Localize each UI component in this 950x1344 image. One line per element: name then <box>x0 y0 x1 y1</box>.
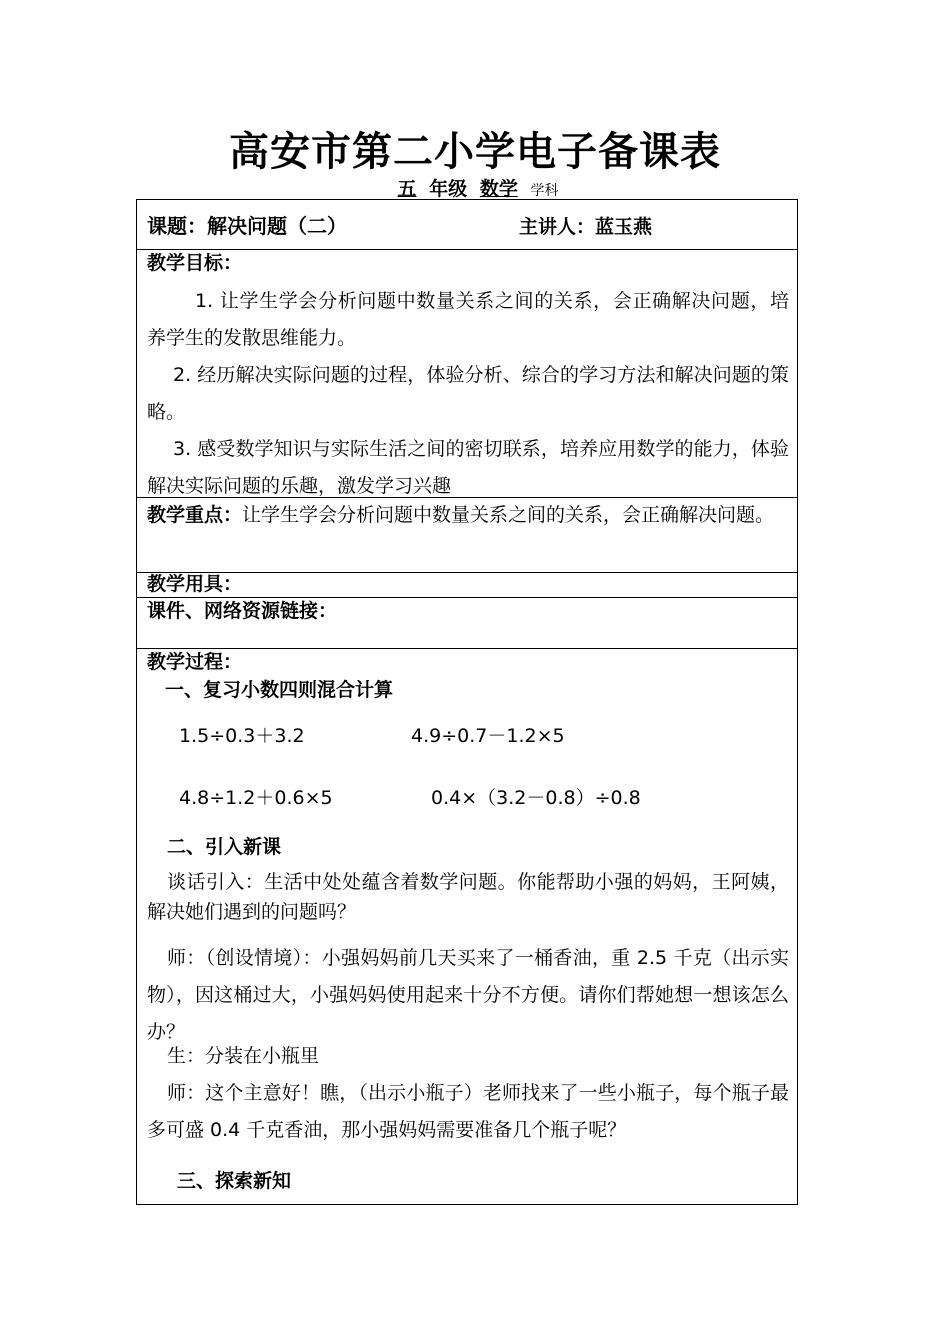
grade-subject-line <box>0 174 950 201</box>
section-explore: 三、探索新知 <box>177 1170 292 1192</box>
process-heading: 教学过程： <box>147 651 243 673</box>
tools-label: 教学用具： <box>147 573 243 595</box>
section-intro: 二、引入新课 <box>167 836 282 858</box>
lesson-topic: 课题：解决问题（二） <box>147 214 347 238</box>
expression-3: 4.8÷1.2＋0.6×5 <box>179 787 333 809</box>
expression-1: 1.5÷0.3＋3.2 <box>179 725 305 747</box>
lesson-plan-table <box>136 199 798 1205</box>
subject-label: 学科 <box>530 183 559 199</box>
section-review: 一、复习小数四则混合计算 <box>165 679 394 701</box>
goal-item-1: 1. 让学生学会分析问题中数量关系之间的关系，会正确解决问题，培养学生的发散思维能力。 <box>147 290 789 349</box>
resources-label: 课件、网络资源链接： <box>147 600 338 622</box>
subject-value: 数学 <box>479 178 518 200</box>
expression-2: 4.9÷0.7－1.2×5 <box>411 725 565 747</box>
lesson-teacher: 主讲人：蓝玉燕 <box>519 216 653 238</box>
teacher-paragraph-2: 师：这个主意好！瞧，（出示小瓶子）老师找来了一些小瓶子，每个瓶子最多可盛 0.4 千克香油，那小强妈妈需要准备几个瓶子呢？ <box>147 1082 789 1141</box>
intro-paragraph: 谈话引入：生活中处处蕴含着数学问题。你能帮助小强的妈妈，王阿姨，解决她们遇到的问题吗？ <box>147 871 789 923</box>
grade-label: 年级 <box>429 178 468 200</box>
grade-value: 五 <box>397 178 417 200</box>
goal-item-3: 3. 感受数学知识与实际生活之间的密切联系，培养应用数学的能力，体验解决实际问题的乐趣，激发学习兴趣 <box>147 438 789 497</box>
key-point-text: 让学生学会分析问题中数量关系之间的关系，会正确解决问题。 <box>242 504 775 526</box>
key-point-label: 教学重点： <box>147 504 243 526</box>
key-point <box>147 497 789 534</box>
goal-item-2: 2. 经历解决实际问题的过程，体验分析、综合的学习方法和解决问题的策略。 <box>147 364 789 423</box>
expression-4: 0.4×（3.2－0.8）÷0.8 <box>431 787 641 809</box>
page-title: 高安市第二小学电子备课表 <box>229 128 721 175</box>
goals-heading: 教学目标： <box>147 252 243 274</box>
teacher-paragraph-1: 师：（创设情境）：小强妈妈前几天买来了一桶香油，重 2.5 千克（出示实物），因这桶过大，小强妈妈使用起来十分不方便。请你们帮她想一想该怎么办？ <box>147 947 789 1043</box>
student-answer: 生：分装在小瓶里 <box>167 1045 320 1067</box>
